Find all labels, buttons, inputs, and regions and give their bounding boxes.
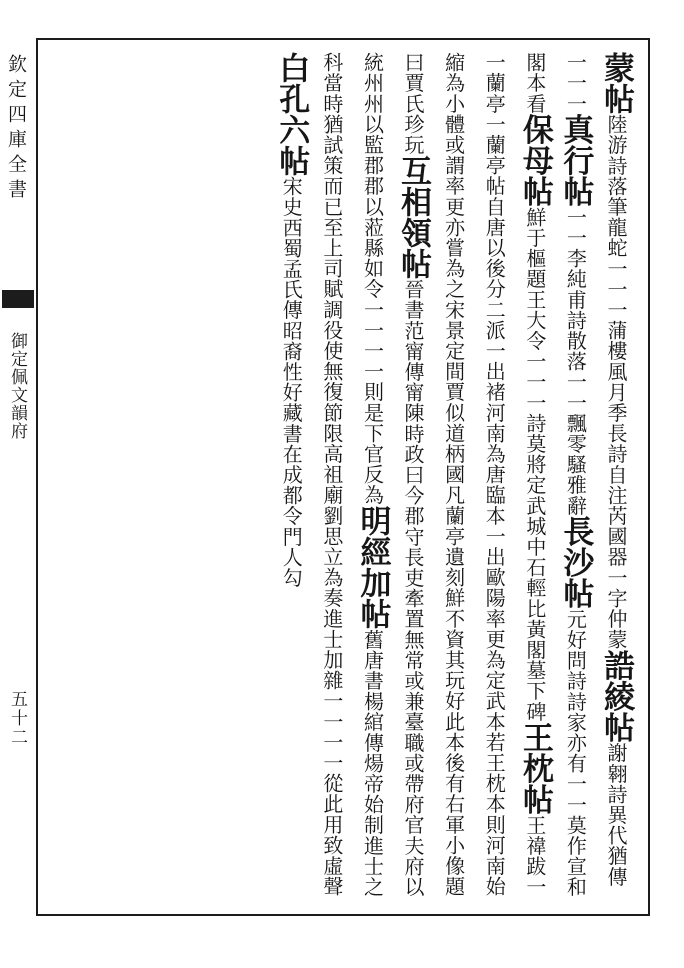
- entry-note: 月季長詩自注芮國器一字仲蒙: [604, 381, 628, 650]
- entry-headword: 長沙帖: [557, 515, 594, 609]
- book-subtitle: 御定佩文韻府: [7, 332, 27, 440]
- entry-note: 王大令一一一詩莫將定武: [522, 289, 547, 516]
- page-margin: [2, 40, 34, 920]
- entry-note: 猶傳一一一: [563, 52, 628, 887]
- entry-headword: 明經加帖: [354, 505, 391, 630]
- entry-note: 陸游詩落筆龍蛇一一一蒲樓風: [604, 114, 628, 382]
- entry-note: 自唐以後分二派一出褚河: [482, 196, 507, 423]
- entry-headword: 王枕帖: [516, 721, 553, 815]
- entry-note: 小體或謂率更亦嘗為之宋景定間賈似道柄國凡蘭亭遺刻鮮: [441, 93, 466, 609]
- entry-note: 一飄零騷雅辭: [563, 392, 588, 516]
- entry-note: 臺職或帶府官夫府以統州州以監郡郡以蒞縣如令: [360, 52, 426, 898]
- entry-note: 鮮于樞題: [522, 206, 547, 290]
- entry-headword: 白孔六帖: [273, 52, 310, 176]
- entry-note: 舊唐書楊綰傳煬帝始制進: [360, 629, 385, 856]
- margin-fishtail-mark: [2, 290, 34, 308]
- entry-note: 宋史西蜀孟氏傳昭裔性: [279, 176, 304, 382]
- entry-note: 晉書范甯傳甯陳時政曰今郡守長吏牽置無常或兼: [401, 279, 426, 712]
- book-title: 欽定四庫全書: [5, 54, 27, 204]
- entry-note: 好藏書在成都令門人勾: [279, 382, 304, 588]
- dictionary-text: [76, 52, 636, 902]
- entry-note: 軍小像題曰賈氏珍玩: [401, 52, 466, 897]
- entry-note: 不資其玩好此本後有右: [441, 608, 466, 815]
- entry-note: 城中石輕比黃閣墓下碑: [522, 515, 547, 722]
- entry-headword: 蒙帖: [598, 52, 634, 114]
- page-number: 五十二: [7, 690, 27, 747]
- entry-note: 上司賦調役使無復節限: [319, 237, 344, 444]
- entry-note: 士之科當時猶試策而已至: [319, 52, 385, 898]
- entry-headword: 真行帖: [557, 113, 594, 207]
- entry-note: 謝翱詩異代: [604, 742, 628, 846]
- entry-note: 雜一一一一從此用致虛聲: [319, 670, 344, 897]
- entry-headword: 保母帖: [516, 113, 553, 207]
- entry-note: 王禕跋一一蘭亭一蘭亭帖: [482, 52, 547, 898]
- entry-note: 元好問詩詩家亦有一一莫作宣和閣本看: [522, 52, 588, 898]
- entry-note: 一一一一則是下官反為: [360, 299, 385, 506]
- entry-note: 南為唐臨本一出歐陽率更為定武本若王枕本則河南始縮為: [441, 52, 507, 897]
- entry-note: 高祖廟劉思立為奏進士加: [319, 443, 344, 671]
- entry-note: 一一李純甫詩散落一: [563, 206, 588, 393]
- entry-headword: 誥綾帖: [598, 649, 634, 743]
- entry-headword: 互相領帖: [395, 155, 432, 279]
